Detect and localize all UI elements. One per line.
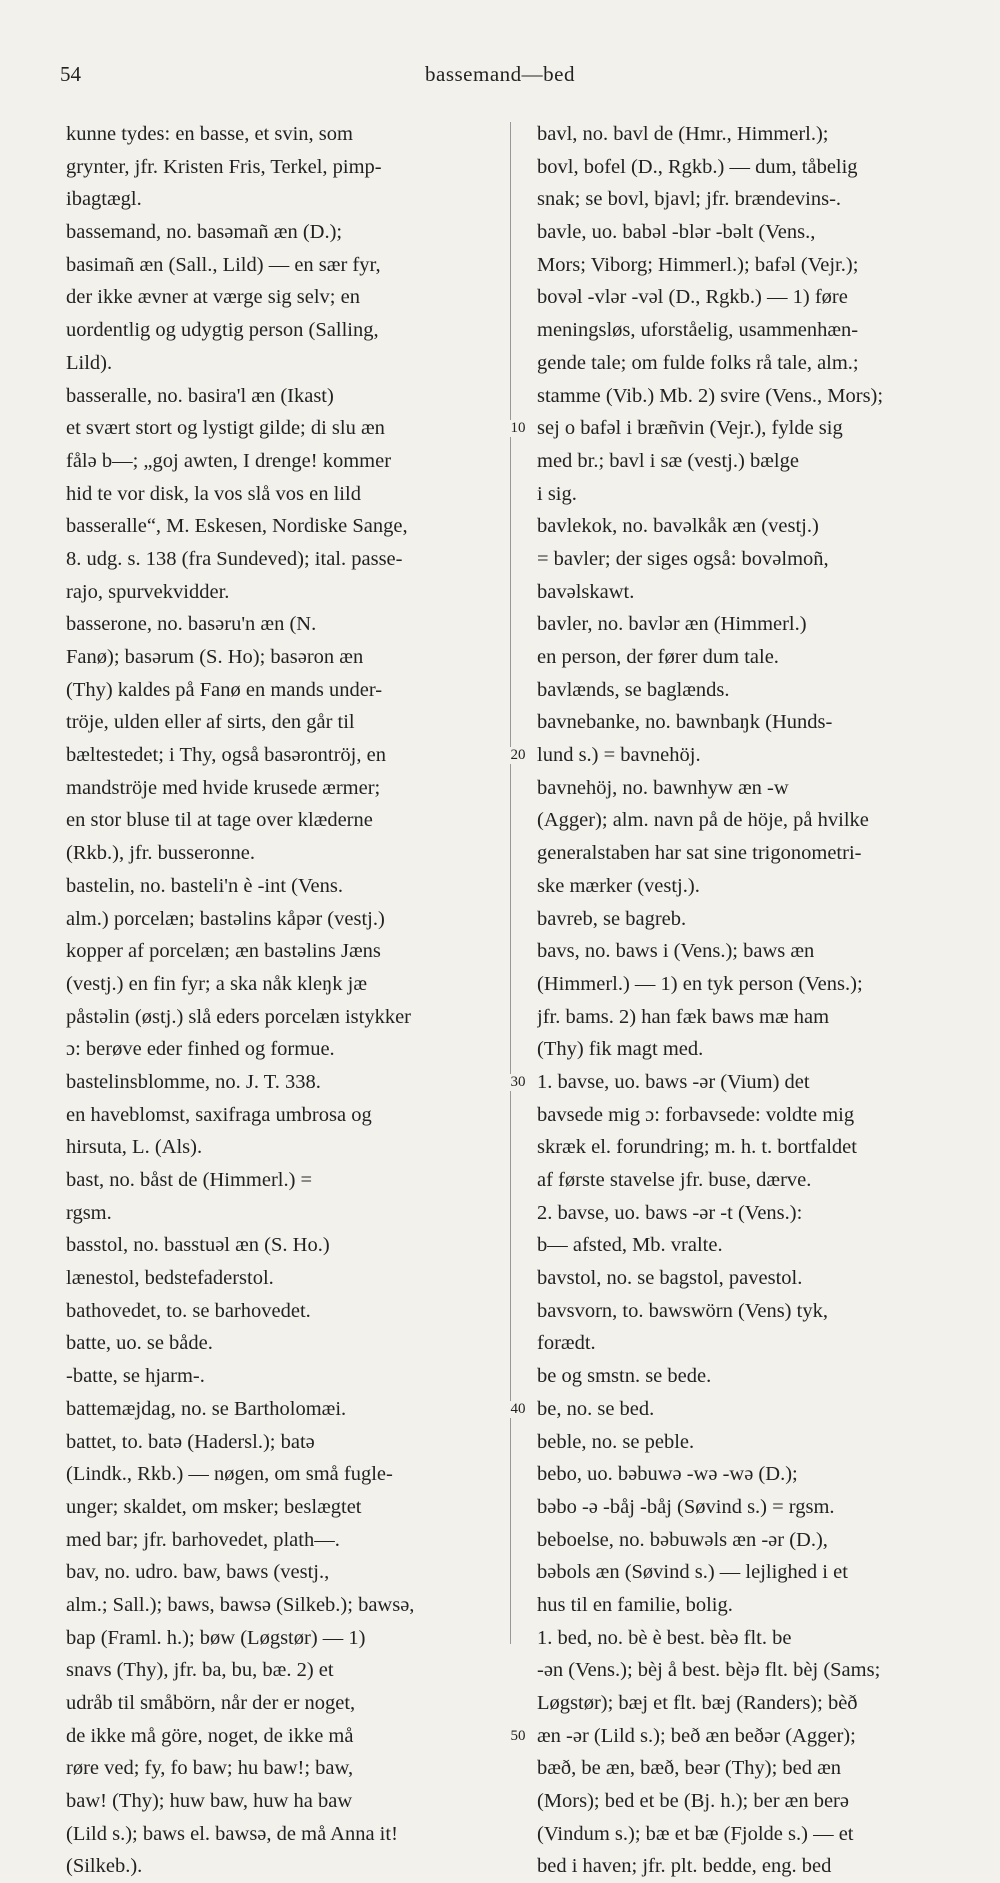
text-line: bovl, bofel (D., Rgkb.) — dum, tåbelig — [537, 155, 858, 178]
text-line: bassemand, no. basəmañ æn (D.); — [66, 221, 343, 244]
text-line: (Thy) fik magt med. — [537, 1038, 704, 1061]
text-line: bæð, be æn, bæð, beər (Thy); bed æn — [537, 1757, 842, 1780]
text-line: påstəlin (østj.) slå eders porcelæn istykker — [66, 1005, 411, 1028]
text-line: hus til en familie, bolig. — [537, 1593, 733, 1616]
text-line: be og smstn. se bede. — [537, 1365, 712, 1388]
text-line: (Lild s.); baws el. bawsə, de må Anna it! — [66, 1822, 398, 1845]
text-line: (Thy) kaldes på Fanø en mands under- — [66, 678, 383, 701]
text-line: bavler, no. bavlər æn (Himmerl.) — [537, 613, 807, 636]
text-line: bavnehöj, no. bawnhyw æn -w — [537, 776, 789, 799]
text-line: bovəl -vlər -vəl (D., Rgkb.) — 1) føre — [537, 286, 848, 309]
text-line: bəbo -ə -båj -båj (Søvind s.) = rgsm. — [537, 1495, 835, 1518]
line-number: 20 — [503, 747, 533, 764]
text-line: en stor bluse til at tage over klæderne — [66, 809, 373, 832]
text-line: bavlekok, no. bavəlkåk æn (vestj.) — [537, 515, 819, 538]
text-line: Løgstør); bæj et flt. bæj (Randers); bèð — [537, 1692, 858, 1714]
text-line: 2. bavse, uo. baws -ər -t (Vens.): — [537, 1201, 803, 1224]
text-line: forædt. — [537, 1332, 596, 1355]
text-line: rajo, spurvekvidder. — [66, 580, 230, 603]
text-line: med br.; bavl i sæ (vestj.) bælge — [537, 449, 799, 472]
text-line: basserone, no. basəru'n æn (N. — [66, 613, 317, 636]
text-line: (Agger); alm. navn på de höje, på hvilke — [537, 809, 869, 832]
line-number: 30 — [503, 1074, 533, 1091]
text-line: udråb til småbörn, når der er noget, — [66, 1692, 356, 1714]
text-line: gende tale; om fulde folks rå tale, alm.; — [537, 351, 859, 374]
text-line: bavs, no. baws i (Vens.); baws æn — [537, 940, 815, 963]
text-line: med bar; jfr. barhovedet, plath—. — [66, 1528, 340, 1551]
left-column — [66, 118, 506, 1883]
text-line: ɔ: berøve eder finhed og formue. — [66, 1038, 335, 1061]
text-line: alm.) porcelæn; bastəlins kåpər (vestj.) — [66, 907, 385, 930]
text-line: bastelinsblomme, no. J. T. 338. — [66, 1070, 321, 1093]
text-line: fålə b—; „goj awten, I drenge! kommer — [66, 449, 392, 472]
text-line: bavreb, se bagreb. — [537, 907, 687, 930]
text-line: hid te vor disk, la vos slå vos en lild — [66, 482, 361, 505]
text-line: en person, der fører dum tale. — [537, 646, 779, 668]
text-line: bavle, uo. babəl -blər -bəlt (Vens., — [537, 221, 816, 244]
text-line: ske mærker (vestj.). — [537, 874, 700, 897]
text-line: stamme (Vib.) Mb. 2) svire (Vens., Mors); — [537, 384, 884, 407]
text-line: snavs (Thy), jfr. ba, bu, bæ. 2) et — [66, 1659, 334, 1682]
line-number: 40 — [503, 1401, 533, 1418]
text-line: (Lindk., Rkb.) — nøgen, om små fugle- — [66, 1463, 393, 1486]
running-head: bassemand—bed — [425, 62, 575, 86]
text-line: bavnebanke, no. bawnbaŋk (Hunds- — [537, 711, 833, 734]
text-line: basseralle“, M. Eskesen, Nordiske Sange, — [66, 515, 408, 538]
text-line: kopper af porcelæn; æn bastəlins Jæns — [66, 940, 381, 963]
text-line: (Himmerl.) — 1) en tyk person (Vens.); — [537, 972, 863, 995]
text-line: bed i haven; jfr. plt. bedde, eng. bed — [537, 1855, 832, 1878]
text-line: Fanø); basərum (S. Ho); basəron æn — [66, 646, 364, 668]
line-number: 10 — [503, 420, 533, 437]
text-line: der ikke ævner at værge sig selv; en — [66, 286, 360, 309]
text-line: alm.; Sall.); baws, bawsə (Silkeb.); bawsə, — [66, 1593, 415, 1616]
text-line: battemæjdag, no. se Bartholomæi. — [66, 1397, 347, 1420]
text-line: (Vindum s.); bæ et bæ (Fjolde s.) — et — [537, 1822, 854, 1845]
text-line: de ikke må göre, noget, de ikke må — [66, 1724, 354, 1747]
text-line: battet, to. batə (Hadersl.); batə — [66, 1430, 315, 1453]
text-line: uordentlig og udygtig person (Salling, — [66, 319, 379, 342]
text-line: bap (Framl. h.); bøw (Løgstør) — 1) — [66, 1626, 366, 1649]
text-line: basstol, no. basstuəl æn (S. Ho.) — [66, 1234, 330, 1257]
text-line: (Rkb.), jfr. busseronne. — [66, 842, 256, 865]
text-line: beboelse, no. bəbuwəls æn -ər (D.), — [537, 1528, 828, 1551]
text-line: -batte, se hjarm-. — [66, 1365, 205, 1388]
text-line: bathovedet, to. se barhovedet. — [66, 1299, 311, 1322]
text-line: Mors; Viborg; Himmerl.); bafəl (Vejr.); — [537, 253, 859, 276]
text-line: grynter, jfr. Kristen Fris, Terkel, pimp- — [66, 155, 382, 178]
text-line: lænestol, bedstefaderstol. — [66, 1267, 274, 1290]
text-line: beble, no. se peble. — [537, 1430, 695, 1453]
right-column — [537, 118, 967, 1883]
text-line: sej o bafəl i bræñvin (Vejr.), fylde sig — [537, 417, 843, 440]
text-line: bavsede mig ɔ: forbavsede: voldte mig — [537, 1103, 855, 1126]
text-line: (Mors); bed et be (Bj. h.); ber æn berə — [537, 1790, 849, 1813]
text-line: et svært stort og lystigt gilde; di slu æn — [66, 417, 385, 440]
line-number: 50 — [503, 1728, 533, 1745]
text-line: kunne tydes: en basse, et svin, som — [66, 123, 353, 145]
text-line: bav, no. udro. baw, baws (vestj., — [66, 1561, 330, 1584]
text-line: bavl, no. bavl de (Hmr., Himmerl.); — [537, 123, 829, 145]
text-line: tröje, ulden eller af sirts, den går til — [66, 711, 355, 734]
text-line: rgsm. — [66, 1201, 112, 1224]
text-line: meningsløs, uforståelig, usammenhæn- — [537, 319, 859, 342]
text-line: b— afsted, Mb. vralte. — [537, 1234, 723, 1257]
text-line: bebo, uo. bəbuwə -wə -wə (D.); — [537, 1463, 798, 1486]
text-line: i sig. — [537, 482, 577, 505]
text-line: 1. bed, no. bè è best. bèə flt. be — [537, 1626, 792, 1649]
text-line: æn -ər (Lild s.); beð æn beðər (Agger); — [537, 1724, 856, 1747]
text-line: bavsvorn, to. bawswörn (Vens) tyk, — [537, 1299, 828, 1322]
text-line: bast, no. båst de (Himmerl.) = — [66, 1169, 313, 1191]
text-line: 8. udg. s. 138 (fra Sundeved); ital. passe- — [66, 547, 403, 570]
text-line: generalstaben har sat sine trigonometri- — [537, 842, 862, 865]
text-line: (Silkeb.). — [66, 1855, 143, 1878]
text-line: Lild). — [66, 351, 113, 374]
text-line: baw! (Thy); huw baw, huw ha baw — [66, 1790, 353, 1813]
text-line: be, no. se bed. — [537, 1397, 655, 1420]
text-line: bæltestedet; i Thy, også basərontröj, en — [66, 744, 386, 767]
text-line: basseralle, no. basira'l æn (Ikast) — [66, 384, 334, 407]
page-number: 54 — [60, 62, 81, 86]
text-line: bastelin, no. basteli'n è -int (Vens. — [66, 874, 343, 897]
text-line: snak; se bovl, bjavl; jfr. brændevins-. — [537, 188, 842, 211]
text-line: bavəlskawt. — [537, 580, 635, 603]
text-line: ibagtægl. — [66, 188, 142, 211]
text-line: = bavler; der siges også: bovəlmoñ, — [537, 547, 829, 570]
text-line: basimañ æn (Sall., Lild) — en sær fyr, — [66, 253, 381, 276]
text-line: 1. bavse, uo. baws -ər (Vium) det — [537, 1070, 810, 1093]
text-line: -ən (Vens.); bèj å best. bèjə flt. bèj (Sams; — [537, 1659, 881, 1682]
text-line: hirsuta, L. (Als). — [66, 1136, 203, 1159]
page-header — [0, 62, 1000, 92]
text-line: (vestj.) en fin fyr; a ska nåk kleŋk jæ — [66, 972, 368, 995]
text-line: bavlænds, se baglænds. — [537, 678, 730, 701]
text-line: røre ved; fy, fo baw; hu baw!; baw, — [66, 1757, 354, 1780]
text-line: batte, uo. se både. — [66, 1332, 213, 1355]
text-line: bavstol, no. se bagstol, pavestol. — [537, 1267, 803, 1290]
text-line: bəbols æn (Søvind s.) — lejlighed i et — [537, 1561, 848, 1584]
text-line: unger; skaldet, om msker; beslægtet — [66, 1495, 362, 1518]
text-line: mandströje med hvide krusede ærmer; — [66, 776, 381, 799]
text-line: skræk el. forundring; m. h. t. bortfaldet — [537, 1136, 857, 1159]
text-line: jfr. bams. 2) han fæk baws mæ ham — [537, 1005, 830, 1028]
text-line: en haveblomst, saxifraga umbrosa og — [66, 1103, 372, 1126]
text-line: lund s.) = bavnehöj. — [537, 744, 701, 767]
text-line: af første stavelse jfr. buse, dærve. — [537, 1169, 812, 1191]
